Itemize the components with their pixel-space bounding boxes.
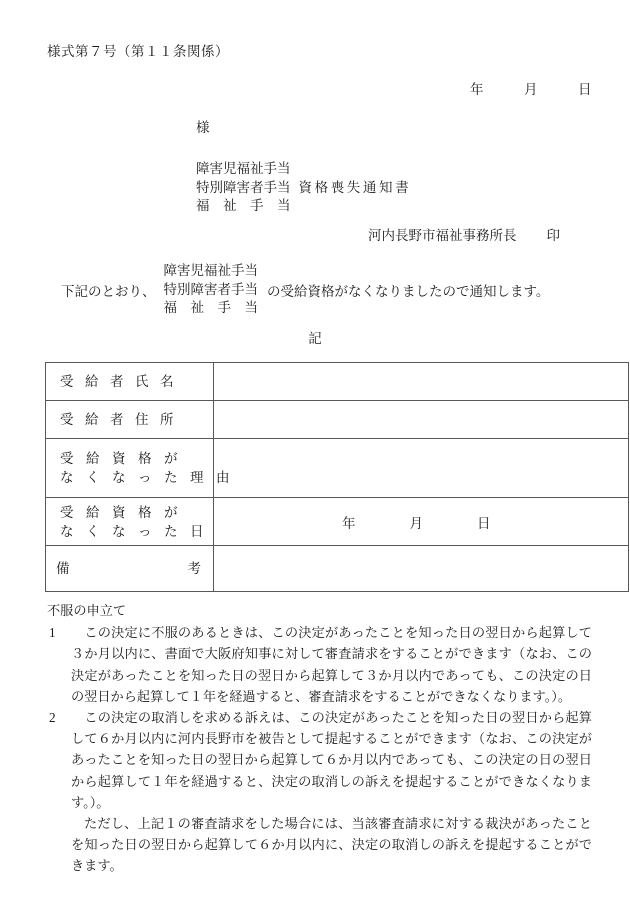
form-number: 様式第７号（第１１条関係） <box>47 44 229 59</box>
seal-mark: 印 <box>546 228 560 243</box>
row-label-recipient-name: 受給者氏名 <box>46 363 214 401</box>
notice-title-block <box>196 160 411 216</box>
appeal-item-1-number: 1 <box>49 625 56 641</box>
table-row <box>46 546 629 592</box>
title-allowance-line-1: 障害児福祉手当 <box>196 161 291 176</box>
table-row <box>46 498 629 546</box>
appeal-section-title: 不服の申立て <box>47 603 127 618</box>
row-value-recipient-name[interactable] <box>214 363 629 401</box>
appeal-item-2-number: 2 <box>49 710 56 726</box>
row-value-remarks[interactable] <box>214 546 629 592</box>
notice-kind-label: 資格喪失通知書 <box>298 179 412 195</box>
appeal-item-2 <box>47 707 592 813</box>
table-row <box>46 401 629 439</box>
row-label-disqualification-reason: 受給資格が なくなった理由 <box>46 439 214 498</box>
remarks-label-last-char: 考 <box>187 561 201 576</box>
record-marker: 記 <box>308 331 322 346</box>
title-allowance-line-3: 福 祉 手 当 <box>196 198 291 213</box>
issue-date-line: 年 月 日 <box>470 82 592 97</box>
table-row <box>46 363 629 401</box>
row-value-disqualification-date[interactable]: 年 月 日 <box>214 498 629 546</box>
appeal-item-1 <box>47 622 592 707</box>
title-allowance-line-2: 特別障害者手当 <box>196 179 291 195</box>
issuer-name: 河内長野市福祉事務所長 <box>368 228 517 243</box>
row-value-recipient-address[interactable] <box>214 401 629 439</box>
recipient-info-table <box>45 362 629 592</box>
recipient-honorific: 様 <box>196 120 210 135</box>
body-sentence <box>47 262 549 318</box>
row-label-disqualification-date: 受給資格が なくなった日 <box>46 498 214 546</box>
appeal-section <box>47 600 592 877</box>
table-row <box>46 439 629 498</box>
row-value-disqualification-reason[interactable] <box>214 439 629 498</box>
row-label-recipient-address: 受給者住所 <box>46 401 214 439</box>
remarks-label-first-char: 備 <box>56 561 70 576</box>
row-label-remarks <box>46 546 214 592</box>
appeal-note: ただし、上記１の審査請求をした場合には、当該審査請求に対する裁決があったことを知った日の翌日から起算して６か月以内に、決定の取消しの訴えを提起することができます。 <box>71 816 592 874</box>
body-tail: の受給資格がなくなりましたので通知します。 <box>267 283 550 299</box>
body-allowance-list <box>164 262 259 318</box>
body-allowance-line-3: 福 祉 手 当 <box>163 300 258 315</box>
issuer-line <box>368 224 560 244</box>
title-allowance-list <box>196 160 291 216</box>
body-lead: 下記のとおり、 <box>61 283 156 299</box>
body-allowance-line-1: 障害児福祉手当 <box>163 263 258 278</box>
appeal-item-1-text: この決定に不服のあるときは、この決定があったことを知った日の翌日から起算して３か月以内に、書面で大阪府知事に対して審査請求をすることができます（なお、この決定があったことを知った日の翌日から起算して３か月以内であっても、この決定の日の翌日から起算して１年を経過すると、審査請求をすることができなくなります。）。 <box>71 625 592 704</box>
appeal-item-2-text: この決定の取消しを求める訴えは、この決定があったことを知った日の翌日から起算して６か月以内に河内長野市を被告として提起することができます（なお、この決定があったことを知った日の翌日から起算して６か月以内であっても、この決定の日の翌日から起算して１年を経過すると、決定の取消しの訴えを提起することができなくなります。）。 <box>71 710 592 810</box>
body-allowance-line-2: 特別障害者手当 <box>163 281 258 297</box>
